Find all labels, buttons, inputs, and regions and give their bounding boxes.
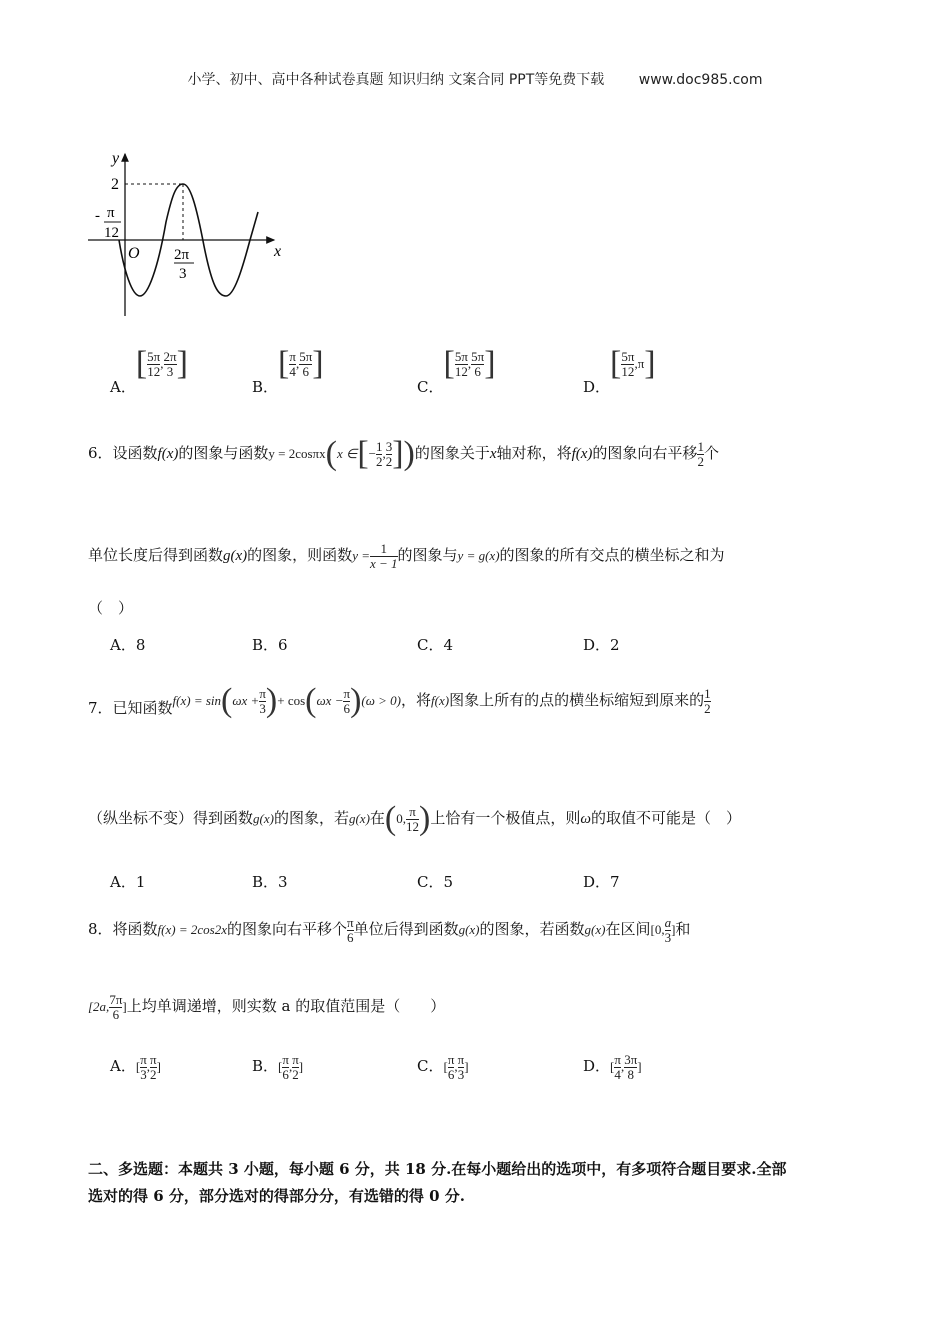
section2-heading-line1: 二、多选题：本题共 3 小题，每小题 6 分，共 18 分.在每小题给出的选项中，有多项符合题目要求.全部 (88, 1160, 787, 1178)
q7-stem-line1: 7．已知函数f(x) = sin(ωx + $\frac{\pi}{3}$ )+ cos(ωx − $\frac{\pi}{6}$ )(ω > 0)，将f(x)图象上所有的点的横坐标缩短到原来的 $\frac{1}{2}$ (88, 682, 711, 719)
q6-stem-line1: 6．设函数f(x)的图象与函数y = 2cosπx(x ∈[− $\frac{1}{2}$ , $\frac{3}{2}$ ])的图象关于x轴对称，将f(x)的图象向右平移 $\frac{1}{2}$ 个 (88, 435, 719, 472)
q6-answer-paren: （ ） (88, 599, 134, 617)
q5-option-b[interactable]: B．[ $\frac{\pi}{4}$ , $\frac{5\pi}{6}$ ] (252, 345, 324, 396)
max-value-label: 2 (111, 176, 119, 193)
q6-option-a[interactable]: A．8 (110, 636, 146, 654)
q5-option-d[interactable]: D．[ $\frac{5\pi}{12}$ ,π] (583, 345, 656, 396)
origin-label: O (128, 245, 140, 262)
twelve-label: 12 (104, 225, 119, 241)
q8-option-b[interactable]: B．[ $\frac{\pi}{6}$ , $\frac{\pi}{2}$ ] (252, 1051, 304, 1082)
header-site: www.doc985.com (638, 72, 763, 88)
q6-option-d[interactable]: D．2 (583, 636, 620, 654)
two-pi-label: 2π (174, 247, 190, 263)
sine-graph (86, 146, 296, 321)
x-axis-label: x (274, 243, 282, 260)
q7-option-d[interactable]: D．7 (583, 873, 620, 891)
page-header (0, 69, 950, 89)
neg-sign-label: - (95, 208, 100, 224)
y-axis-label: y (112, 150, 120, 167)
q8-option-c[interactable]: C．[ $\frac{\pi}{6}$ , $\frac{\pi}{3}$ ] (417, 1051, 469, 1082)
q8-option-a[interactable]: A．[ $\frac{\pi}{3}$ , $\frac{\pi}{2}$ ] (110, 1051, 161, 1082)
q7-stem-line2: （纵坐标不变）得到函数g(x)的图象，若g(x)在(0, $\frac{\pi}{12}$ )上恰有一个极值点，则ω的取值不可能是（ ） (88, 800, 741, 837)
q5-option-c[interactable]: C．[ $\frac{5\pi}{12}$ , $\frac{5\pi}{6}$ ] (417, 345, 496, 396)
neg-pi-label: π (107, 205, 115, 221)
three-label: 3 (179, 266, 187, 282)
q6-stem-line2: 单位长度后得到函数g(x)的图象，则函数y = $\frac{1}{x - 1}$ 的图象与y = g(x)的图象的所有交点的横坐标之和为 (88, 540, 725, 571)
section2-heading-line2: 选对的得 6 分，部分选对的得部分分，有选错的得 0 分. (88, 1187, 465, 1205)
q8-stem-line1: 8．将函数f(x) = 2cos2x的图象向右平移个 $\frac{\pi}{6}$ 单位后得到函数g(x)的图象，若函数g(x)在区间[0, $\frac{a}{3}$ ]和 (88, 914, 691, 945)
q7-option-a[interactable]: A．1 (110, 873, 146, 891)
header-text: 小学、初中、高中各种试卷真题 知识归纳 文案合同 PPT等免费下载 (187, 72, 605, 88)
q7-option-b[interactable]: B．3 (252, 873, 288, 891)
q8-option-d[interactable]: D．[ $\frac{\pi}{4}$ , $\frac{3\pi}{8}$ ] (583, 1051, 642, 1082)
q7-option-c[interactable]: C．5 (417, 873, 454, 891)
q5-option-a[interactable]: A．[ $\frac{5\pi}{12}$ , $\frac{2\pi}{3}$ ] (110, 345, 188, 396)
q6-option-b[interactable]: B．6 (252, 636, 288, 654)
q6-option-c[interactable]: C．4 (417, 636, 454, 654)
q8-stem-line2: [2a, $\frac{7\pi}{6}$ ]上均单调递增，则实数 a 的取值范围是（ ） (88, 991, 446, 1022)
